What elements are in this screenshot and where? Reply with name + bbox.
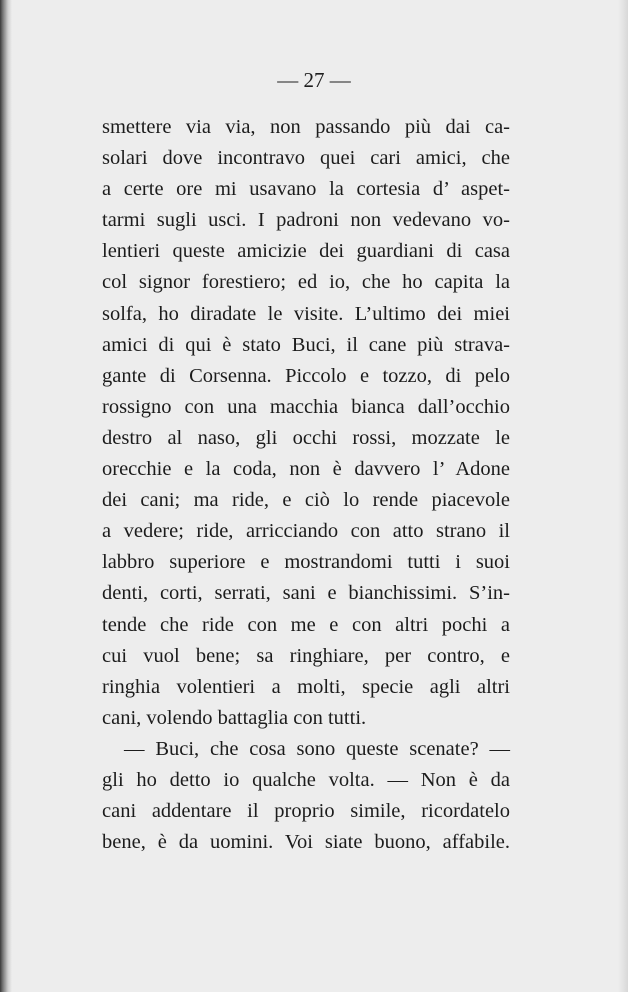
text-line: gante di Corsenna. Piccolo e tozzo, di pelo [102, 364, 510, 387]
text-line: gli ho detto io qualche volta. — Non è da [102, 768, 510, 791]
text-line: smettere via via, non passando più dai ca- [102, 116, 510, 138]
text-line: cui vuol bene; sa ringhiare, per contro, e [102, 644, 510, 667]
text-line: labbro superiore e mostrandomi tutti i suoi [102, 551, 510, 574]
text-line: solfa, ho diradate le visite. L’ultimo dei miei [102, 302, 510, 325]
text-line: destro al naso, gli occhi rossi, mozzate le [102, 426, 510, 449]
text-line: a certe ore mi usavano la cortesia d’ aspet- [102, 178, 510, 201]
page-edge [618, 0, 628, 992]
text-line: solari dove incontravo quei cari amici, che [102, 147, 510, 170]
text-line: denti, corti, serrati, sani e bianchissimi. S’in- [102, 582, 510, 605]
text-line: amici di qui è stato Buci, il cane più strava- [102, 333, 510, 356]
text-line: ringhia volentieri a molti, specie agli altri [102, 675, 510, 698]
text-line: rossigno con una macchia bianca dall’occhio [102, 395, 510, 418]
text-line: col signor forestiero; ed io, che ho capita la [102, 271, 510, 294]
text-line: cani addentare il proprio simile, ricordatelo [102, 800, 510, 823]
text-line: dei cani; ma ride, e ciò lo rende piacevole [102, 489, 510, 512]
body-text [102, 112, 510, 858]
page-spine-shadow [0, 0, 12, 992]
page-number: — 27 — [277, 68, 351, 92]
text-line: lentieri queste amicizie dei guardiani di casa [102, 240, 510, 263]
text-line: tarmi sugli usci. I padroni non vedevano vo- [102, 209, 510, 232]
text-line: orecchie e la coda, non è davvero l’ Adone [102, 458, 510, 481]
text-line: tende che ride con me e con altri pochi a [102, 613, 510, 636]
text-line: — Buci, che cosa sono queste scenate? — [124, 737, 510, 760]
text-line: a vedere; ride, arricciando con atto strano il [102, 520, 510, 543]
text-line: bene, è da uomini. Voi siate buono, affabile. [102, 831, 510, 854]
text-line: cani, volendo battaglia con tutti. [102, 706, 367, 729]
